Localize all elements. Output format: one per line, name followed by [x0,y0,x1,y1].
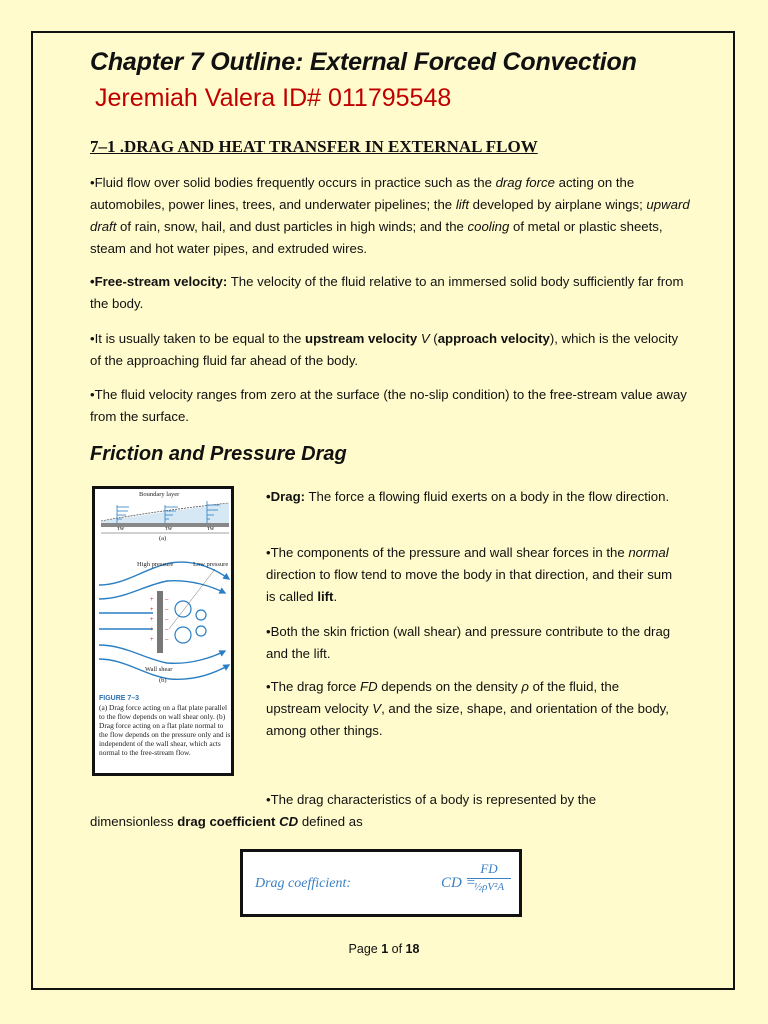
svg-text:–: – [165,617,169,623]
svg-text:+: + [150,627,154,633]
label-a: (a) [159,535,167,542]
label-b: (b) [159,677,167,684]
figure-caption-text: (a) Drag force acting on a flat plate parallel to the flow depends on wall shear only. (b) Drag force acting on a flat plate normal to the flow depends on the pressure only and is independent of the wall shear, which acts normal to the free-stream flow. [99,703,231,757]
page-title: Chapter 7 Outline: External Forced Convection [90,48,637,76]
flow-diagram [95,489,231,689]
svg-text:–: – [165,597,169,603]
paragraph-upstream-velocity: •It is usually taken to be equal to the upstream velocity V (approach velocity), which is the velocity of the approaching fluid far ahead of the body. [90,331,679,368]
author-line: Jeremiah Valera ID# 011795548 [95,84,452,112]
equation-drag-coefficient [240,849,522,917]
subsection-heading: Friction and Pressure Drag [90,443,347,465]
section-heading: 7–1 .DRAG AND HEAT TRANSFER IN EXTERNAL FLOW [90,137,538,156]
label-boundary-layer: Boundary layer [139,491,180,498]
paragraph-skin-friction: •Both the skin friction (wall shear) and pressure contribute to the drag and the lift. [266,624,671,661]
wake-eddies [175,601,206,643]
svg-text:+: + [150,637,154,643]
equation-fraction [467,861,511,894]
streamlines [99,562,229,679]
svg-text:+: + [150,617,154,623]
paragraph-fluid-flow: •Fluid flow over solid bodies frequently occurs in practice such as the drag force acting on the automobiles, power lines, trees, and underwater pipelines; the lift developed by airplane wings; upward draft of rain, snow, hail, and dust particles in high winds; and the cooling of metal or plastic sheets, steam and hot water pipes, and extruded wires. [90,175,690,256]
paragraph-lift: •The components of the pressure and wall shear forces in the normal direction to flow tend to move the body in that direction, and their sum is called lift. [266,545,673,604]
paragraph-drag-characteristics: •The drag characteristics of a body is represented by the [266,792,597,807]
label-tau-2: τw [165,525,173,532]
paragraph-free-stream: •Free-stream velocity: The velocity of the fluid relative to an immersed solid body sufficiently far from the body. [90,274,684,311]
svg-text:–: – [165,627,169,633]
paragraph-drag-definition: •Drag: The force a flowing fluid exerts on a body in the flow direction. [266,489,670,504]
flat-plate-normal [157,591,163,653]
equation-lhs: CD = [441,875,476,891]
label-low-pressure: Low pressure [193,561,229,568]
label-tau-3: τw [207,525,215,532]
svg-text:–: – [165,607,169,613]
figure-number: FIGURE 7–3 [99,695,140,702]
svg-text:–: – [165,637,169,643]
figure-caption [99,693,233,757]
paragraph-drag-force: •The drag force FD depends on the density ρ of the fluid, the upstream velocity V, and the size, shape, and orientation of the body, among other things. [266,679,669,738]
paragraph-drag-coefficient: dimensionless drag coefficient CD defined as [90,814,363,829]
label-wall-shear: Wall shear [145,666,173,673]
equation-label: Drag coefficient: [255,876,352,891]
fraction-bar [467,878,511,879]
svg-text:+: + [150,597,154,603]
label-tau-1: τw [117,525,125,532]
figure-drag-on-plate [92,486,234,776]
equation-denominator: ½ρV²A [473,881,505,893]
equation-numerator: FD [480,861,498,876]
svg-text:+: + [150,607,154,613]
page-footer: Page 1 of 18 [348,942,420,956]
paragraph-no-slip: •The fluid velocity ranges from zero at the surface (the no-slip condition) to the free-stream value away from the surface. [90,387,687,424]
label-high-pressure: High pressure [137,561,174,568]
